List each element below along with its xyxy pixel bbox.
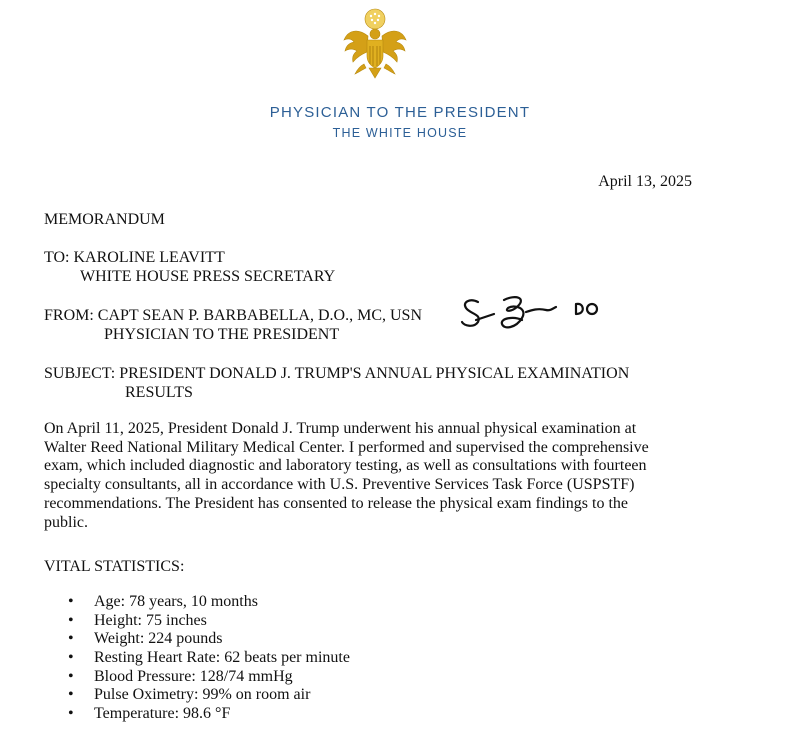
- presidential-seal-icon: [338, 6, 412, 84]
- vitals-heading: VITAL STATISTICS:: [44, 558, 185, 575]
- to-title-line: WHITE HOUSE PRESS SECRETARY: [80, 268, 336, 285]
- vitals-item-text: Pulse Oximetry: 99% on room air: [94, 686, 311, 704]
- bullet-icon: •: [68, 667, 74, 685]
- vitals-item-text: Temperature: 98.6 °F: [94, 705, 231, 723]
- vitals-item: [68, 705, 350, 724]
- body-line: specialty consultants, all in accordance with U.S. Preventive Services Task Force (USPSTF): [44, 476, 635, 494]
- body-line: public.: [44, 513, 88, 531]
- letterhead-title: PHYSICIAN TO THE PRESIDENT: [269, 104, 531, 121]
- subject-continuation: RESULTS: [125, 384, 193, 401]
- body-paragraph: [44, 420, 649, 532]
- vitals-item: [68, 593, 350, 612]
- from-title-line: PHYSICIAN TO THE PRESIDENT: [104, 326, 340, 343]
- vitals-item-text: Blood Pressure: 128/74 mmHg: [94, 667, 293, 685]
- vitals-item-text: Resting Heart Rate: 62 beats per minute: [94, 649, 350, 667]
- vitals-item-text: Age: 78 years, 10 months: [94, 593, 258, 610]
- letterhead-subtitle: THE WHITE HOUSE: [332, 126, 468, 140]
- from-line: FROM: CAPT SEAN P. BARBABELLA, D.O., MC, USN: [44, 307, 422, 324]
- vitals-item-text: Height: 75 inches: [94, 611, 207, 629]
- memo-date: April 13, 2025: [598, 173, 692, 190]
- vitals-item: [68, 649, 350, 668]
- bullet-icon: •: [68, 705, 74, 723]
- bullet-icon: •: [68, 686, 74, 704]
- bullet-icon: •: [68, 593, 74, 610]
- bullet-icon: •: [68, 649, 74, 667]
- body-line: Walter Reed National Military Medical Center. I performed and supervised the comprehensive: [44, 438, 649, 456]
- signature-icon: [456, 290, 606, 340]
- bullet-icon: •: [68, 630, 74, 648]
- vitals-list: [68, 593, 350, 724]
- memo-label: MEMORANDUM: [44, 211, 165, 228]
- vitals-item-text: Weight: 224 pounds: [94, 630, 223, 648]
- vitals-item: [68, 612, 350, 631]
- body-line: recommendations. The President has consented to release the physical exam findings to the: [44, 494, 628, 512]
- vitals-item: [68, 630, 350, 649]
- to-line: TO: KAROLINE LEAVITT: [44, 249, 225, 266]
- subject-line: SUBJECT: PRESIDENT DONALD J. TRUMP'S ANNUAL PHYSICAL EXAMINATION: [44, 365, 630, 382]
- vitals-item: [68, 668, 350, 687]
- body-line: exam, which included diagnostic and laboratory testing, as well as consultations with fourteen: [44, 457, 647, 475]
- vitals-item: [68, 686, 350, 705]
- bullet-icon: •: [68, 611, 74, 629]
- body-line: On April 11, 2025, President Donald J. Trump underwent his annual physical examination at: [44, 420, 637, 437]
